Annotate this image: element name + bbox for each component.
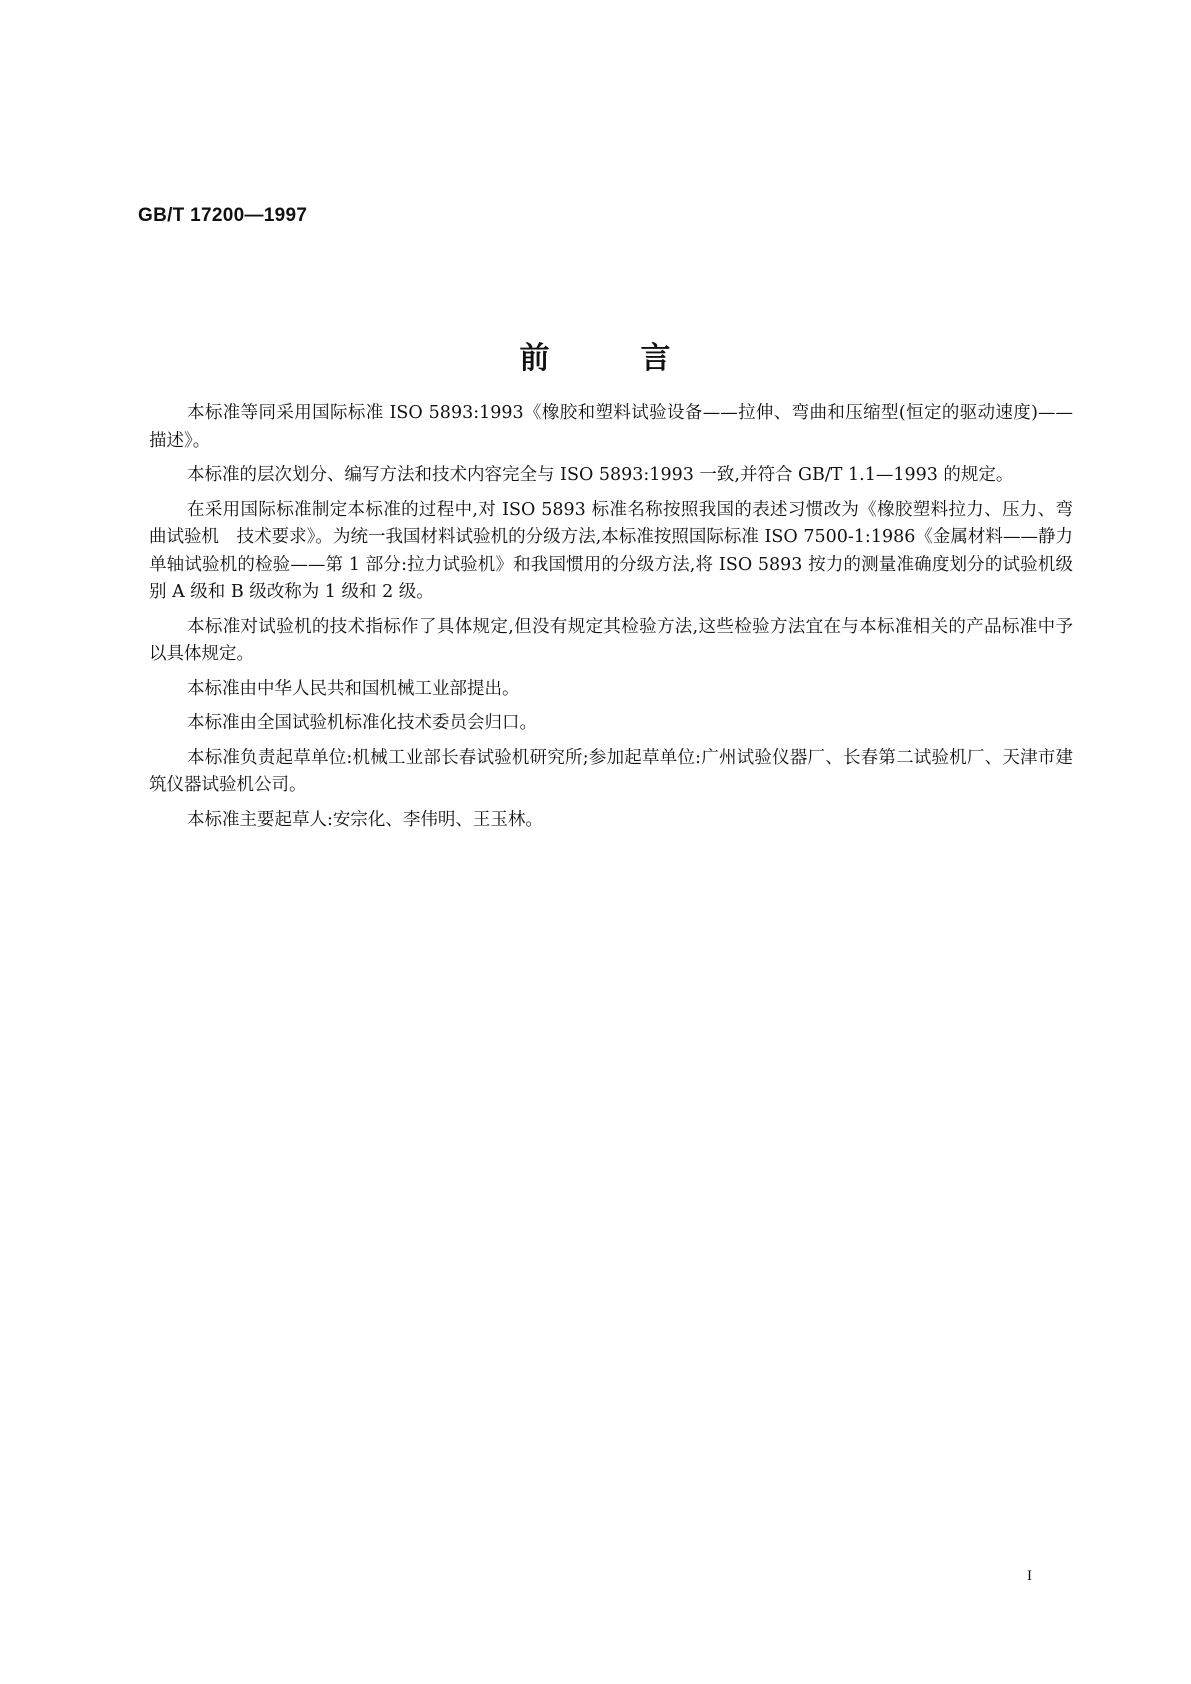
paragraph-structure: 本标准的层次划分、编写方法和技术内容完全与 ISO 5893:1993 一致,并符合 GB/T 1.1—1993 的规定。: [187, 465, 1014, 485]
page-number: I: [1027, 1568, 1032, 1584]
document-code: GB/T 17200—1997: [138, 205, 308, 226]
paragraph-adoption: 本标准等同采用国际标准 ISO 5893:1993《橡胶和塑料试验设备——拉伸、弯曲和压缩型(恒定的驱动速度)——描述》。: [149, 403, 1073, 451]
page-title: [0, 333, 1191, 377]
paragraph-committee: 本标准由全国试验机标准化技术委员会归口。: [187, 713, 537, 733]
paragraph-technical-specs: 本标准对试验机的技术指标作了具体规定,但没有规定其检验方法,这些检验方法宜在与本标准相关的产品标准中予以具体规定。: [149, 616, 1073, 664]
title-char-2: 言: [640, 341, 672, 376]
paragraph-proposer: 本标准由中华人民共和国机械工业部提出。: [187, 678, 520, 699]
paragraph-renaming: 在采用国际标准制定本标准的过程中,对 ISO 5893 标准名称按照我国的表述习惯改为《橡胶塑料拉力、压力、弯曲试验机 技术要求》。为统一我国材料试验机的分级方法,本标准按照国际标准 ISO 7500-1:1986《金属材料——静力单轴试验机的检验——第 1 部分:拉力试验机》和我国惯用的分级方法,将 ISO 5893 按力的测量准确度划分的试验机级别 A 级和 B 级改称为 1 级和 2 级。: [149, 499, 1073, 602]
title-char-1: 前: [519, 341, 551, 376]
paragraph-drafters: 本标准主要起草人:安宗化、李伟明、王玉林。: [187, 809, 543, 830]
foreword-body: [149, 400, 1073, 841]
paragraph-drafting-units: 本标准负责起草单位:机械工业部长春试验机研究所;参加起草单位:广州试验仪器厂、长春第二试验机厂、天津市建筑仪器试验机公司。: [149, 747, 1073, 795]
